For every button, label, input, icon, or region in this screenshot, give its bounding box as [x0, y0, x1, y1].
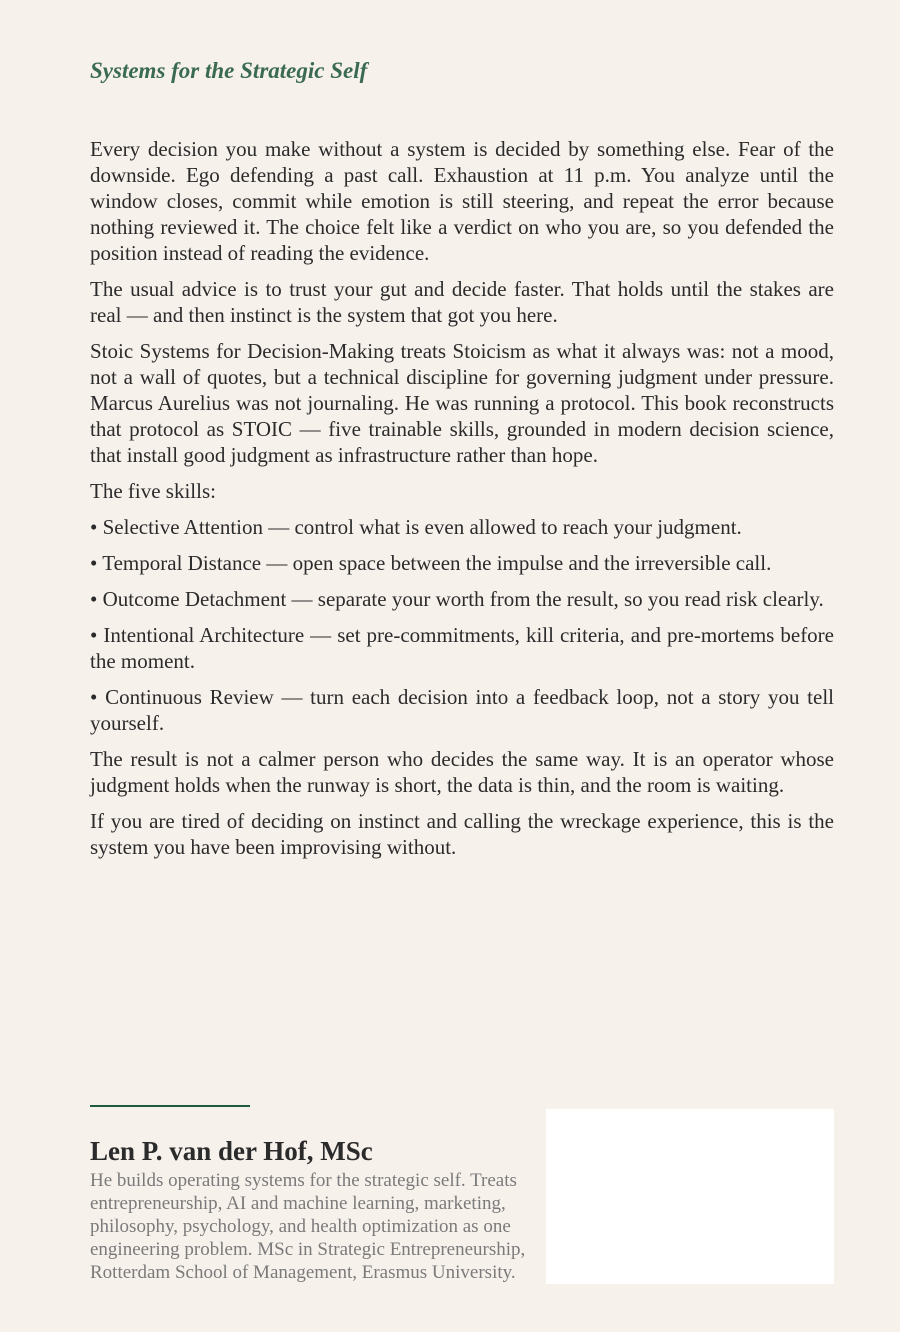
- bullet-icon: •: [90, 587, 98, 611]
- bullet-icon: •: [90, 551, 98, 575]
- bullet-icon: •: [90, 623, 98, 647]
- paragraph: The usual advice is to trust your gut and decide faster. That holds until the stakes are real — and then instinct is the system that got you here.: [90, 277, 834, 327]
- skill-item: [90, 550, 834, 576]
- author-photo-placeholder: [546, 1109, 834, 1284]
- series-title: Systems for the Strategic Self: [90, 58, 368, 83]
- author-name: Len P. van der Hof, MSc: [90, 1136, 373, 1166]
- paragraph: The result is not a calmer person who decides the same way. It is an operator whose judgment holds when the runway is short, the data is thin, and the room is waiting.: [90, 747, 834, 797]
- paragraph: Every decision you make without a system is decided by something else. Fear of the downside. Ego defending a past call. Exhaustion at 11 p.m. You analyze until the window closes, commit while emotion is still steering, and repeat the error because nothing reviewed it. The choice felt like a verdict on who you are, so you defended the position instead of reading the evidence.: [90, 137, 834, 265]
- skill-item: [90, 622, 834, 674]
- skill-text: Temporal Distance — open space between the impulse and the irreversible call.: [102, 551, 772, 575]
- skill-text: Intentional Architecture — set pre-commitments, kill criteria, and pre-mortems before the moment.: [90, 623, 834, 673]
- skill-item: [90, 586, 834, 612]
- author-divider: [90, 1105, 250, 1107]
- skill-item: [90, 514, 834, 540]
- skill-text: Outcome Detachment — separate your worth from the result, so you read risk clearly.: [102, 587, 824, 611]
- skill-text: Continuous Review — turn each decision into a feedback loop, not a story you tell yourself.: [90, 685, 834, 735]
- skills-intro: The five skills:: [90, 479, 216, 503]
- paragraph: Stoic Systems for Decision-Making treats Stoicism as what it always was: not a mood, not a wall of quotes, but a technical discipline for governing judgment under pressure. Marcus Aurelius was not journaling. He was running a protocol. This book reconstructs that protocol as STOIC — five trainable skills, grounded in modern decision science, that install good judgment as infrastructure rather than hope.: [90, 339, 834, 467]
- author-bio: He builds operating systems for the strategic self. Treats entrepreneurship, AI and machine learning, marketing, philosophy, psychology, and health optimization as one engineering problem. MSc in Strategic Entrepreneurship, Rotterdam School of Management, Erasmus University.: [90, 1170, 526, 1283]
- skill-text: Selective Attention — control what is even allowed to reach your judgment.: [102, 515, 742, 539]
- skill-item: [90, 684, 834, 736]
- bullet-icon: •: [90, 515, 98, 539]
- bullet-icon: •: [90, 685, 98, 709]
- paragraph: If you are tired of deciding on instinct and calling the wreckage experience, this is the system you have been improvising without.: [90, 809, 834, 859]
- blurb-body: [90, 136, 834, 870]
